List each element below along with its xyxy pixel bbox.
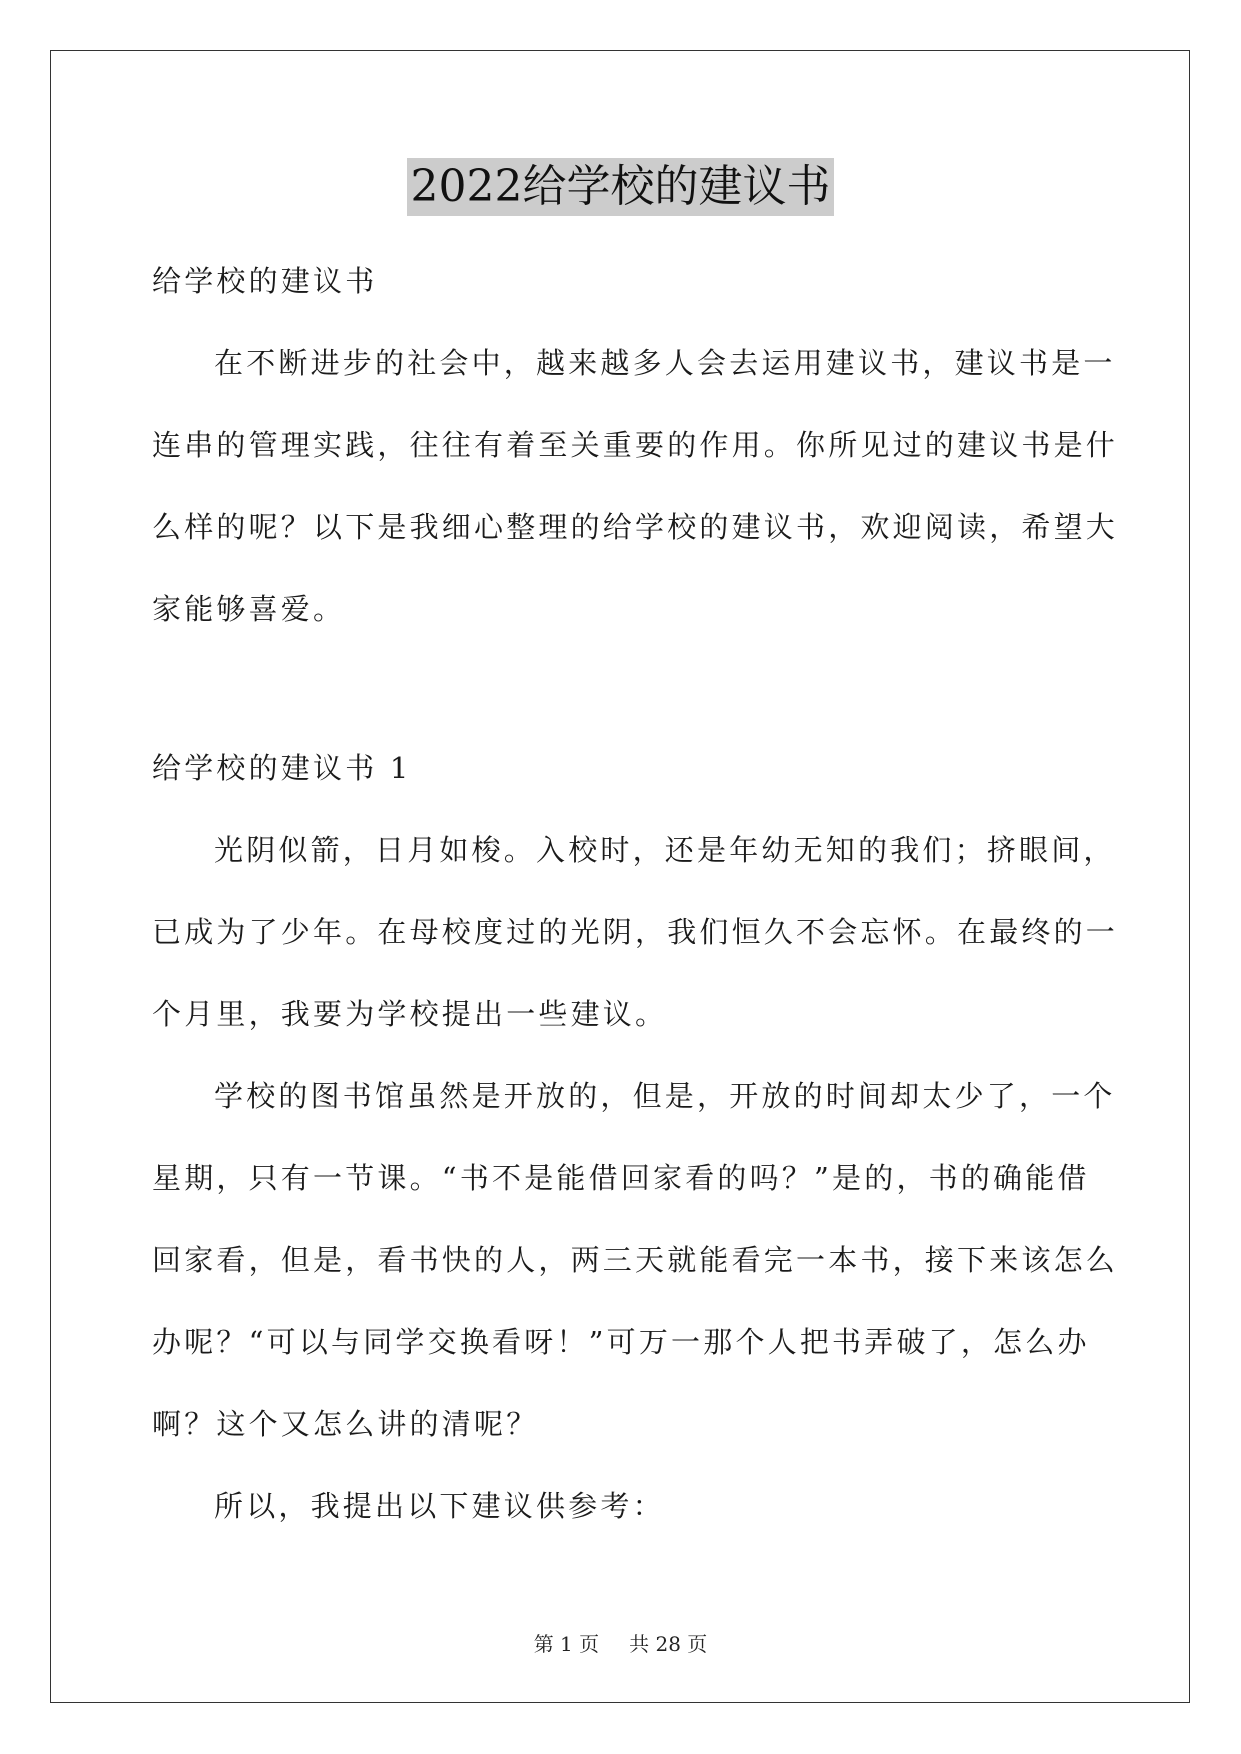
- page-number: 第 1 页: [533, 1632, 600, 1656]
- intro-paragraph: [152, 322, 1119, 650]
- paragraph-line: 家能够喜爱。: [152, 592, 346, 626]
- page-total: 共 28 页: [629, 1632, 708, 1656]
- paragraph-2: [152, 1055, 1119, 1465]
- paragraph-line: 连串的管理实践，往往有着至关重要的作用。你所见过的建议书是什: [152, 428, 1119, 462]
- paragraph-line: 光阴似箭，日月如梭。入校时，还是年幼无知的我们；挤眼间，: [214, 833, 1116, 867]
- paragraph-line: 所以，我提出以下建议供参考：: [214, 1489, 665, 1523]
- intro-heading: 给学校的建议书: [152, 264, 378, 298]
- paragraph-line: 个月里，我要为学校提出一些建议。: [152, 997, 668, 1031]
- paragraph-1: [152, 809, 1119, 1055]
- paragraph-line: 已成为了少年。在母校度过的光阴，我们恒久不会忘怀。在最终的一: [152, 915, 1119, 949]
- page-footer: [0, 1628, 1241, 1657]
- paragraph-line: 啊？这个又怎么讲的清呢？: [152, 1407, 539, 1441]
- paragraph-line: 星期，只有一节课。“书不是能借回家看的吗？”是的，书的确能借: [152, 1161, 1090, 1195]
- paragraph-line: 回家看，但是，看书快的人，两三天就能看完一本书，接下来该怎么: [152, 1243, 1119, 1277]
- section-gap: [152, 650, 1092, 727]
- paragraph-line: 在不断进步的社会中，越来越多人会去运用建议书，建议书是一: [214, 346, 1116, 380]
- paragraph-line: 学校的图书馆虽然是开放的，但是，开放的时间却太少了，一个: [214, 1079, 1116, 1113]
- paragraph-line: 办呢？“可以与同学交换看呀！”可万一那个人把书弄破了，怎么办: [152, 1325, 1090, 1359]
- title-container: [0, 158, 1241, 216]
- document-title: 2022给学校的建议书: [407, 158, 835, 216]
- document-body: [152, 240, 1119, 1547]
- paragraph-line: 么样的呢？以下是我细心整理的给学校的建议书，欢迎阅读，希望大: [152, 510, 1119, 544]
- paragraph-3: [152, 1465, 1092, 1547]
- section-heading: 给学校的建议书 1: [152, 751, 412, 785]
